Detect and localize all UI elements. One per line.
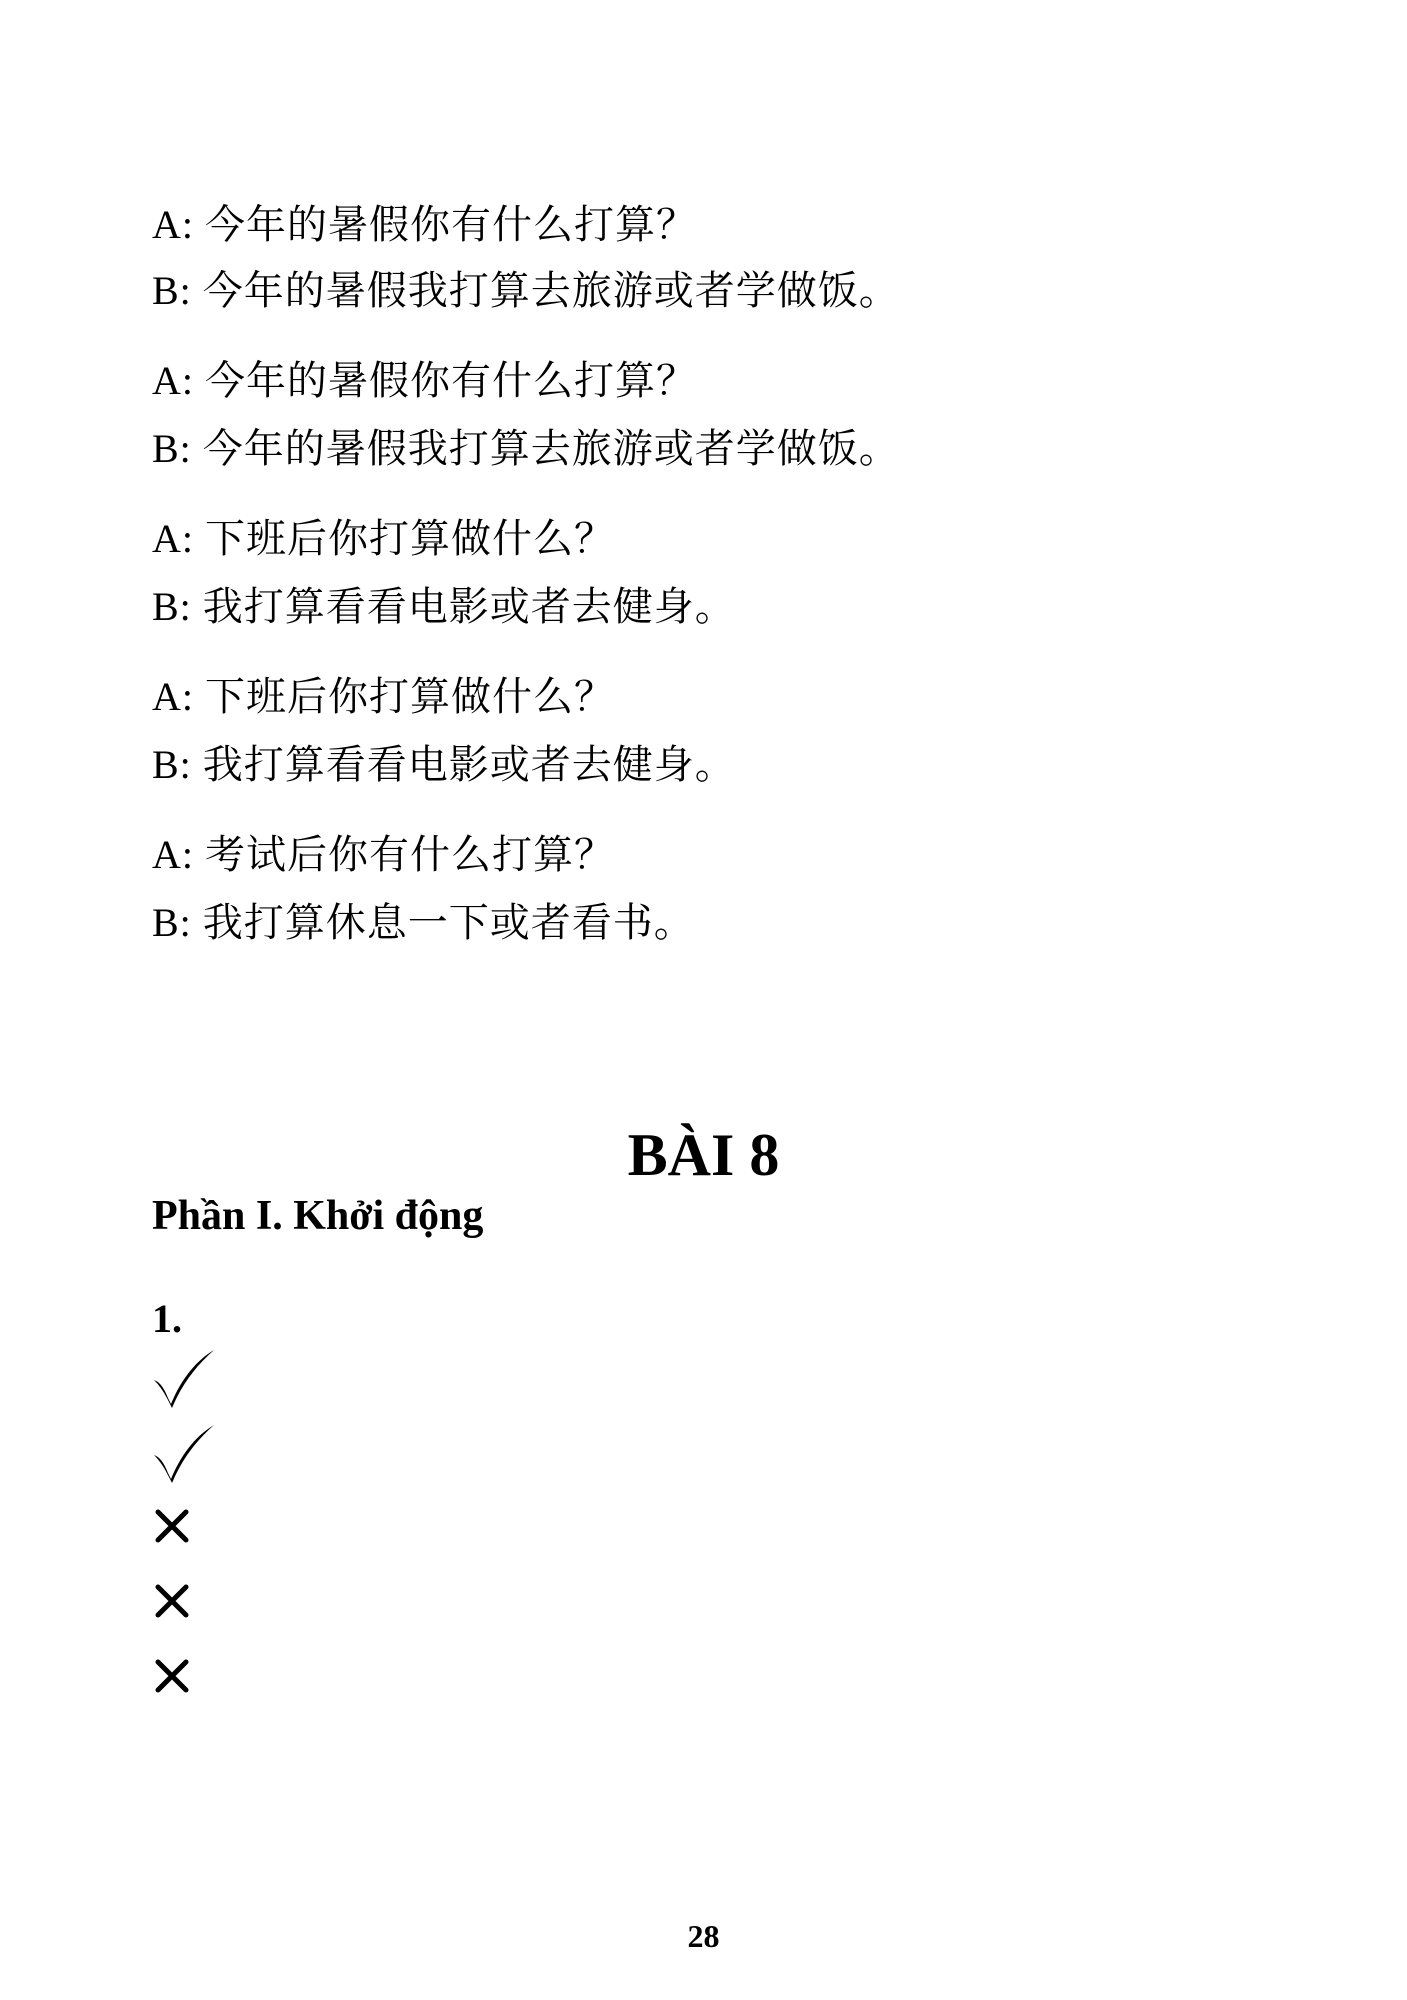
dialogue-5 bbox=[152, 826, 1252, 952]
speaker-a-line: A: 考试后你有什么打算？ bbox=[152, 832, 615, 877]
page-number: 28 bbox=[687, 1918, 720, 1954]
cross-icon bbox=[150, 1496, 220, 1560]
speaker-b-line: B: 今年的暑假我打算去旅游或者学做饭。 bbox=[152, 426, 900, 471]
cross-icon bbox=[150, 1646, 220, 1710]
answer-marks bbox=[150, 1346, 230, 1721]
dialogue-4 bbox=[152, 668, 1252, 794]
speaker-b-line: B: 我打算看看电影或者去健身。 bbox=[152, 742, 736, 787]
speaker-b-line: B: 今年的暑假我打算去旅游或者学做饭。 bbox=[152, 268, 900, 313]
lesson-title: BÀI 8 bbox=[627, 1122, 780, 1188]
speaker-b-line: B: 我打算看看电影或者去健身。 bbox=[152, 584, 736, 629]
dialogue-list bbox=[152, 196, 1252, 984]
exercise-number: 1. bbox=[152, 1296, 182, 1341]
cross-icon bbox=[150, 1571, 220, 1635]
section-title: Phần I. Khởi động bbox=[152, 1193, 484, 1239]
speaker-a-line: A: 今年的暑假你有什么打算？ bbox=[152, 202, 697, 247]
check-icon bbox=[150, 1421, 220, 1485]
dialogue-3 bbox=[152, 510, 1252, 636]
dialogue-1 bbox=[152, 196, 1252, 320]
speaker-a-line: A: 今年的暑假你有什么打算？ bbox=[152, 358, 697, 403]
speaker-b-line: B: 我打算休息一下或者看书。 bbox=[152, 900, 695, 945]
dialogue-2 bbox=[152, 352, 1252, 478]
check-icon bbox=[150, 1346, 220, 1410]
speaker-a-line: A: 下班后你打算做什么？ bbox=[152, 516, 615, 561]
speaker-a-line: A: 下班后你打算做什么？ bbox=[152, 674, 615, 719]
